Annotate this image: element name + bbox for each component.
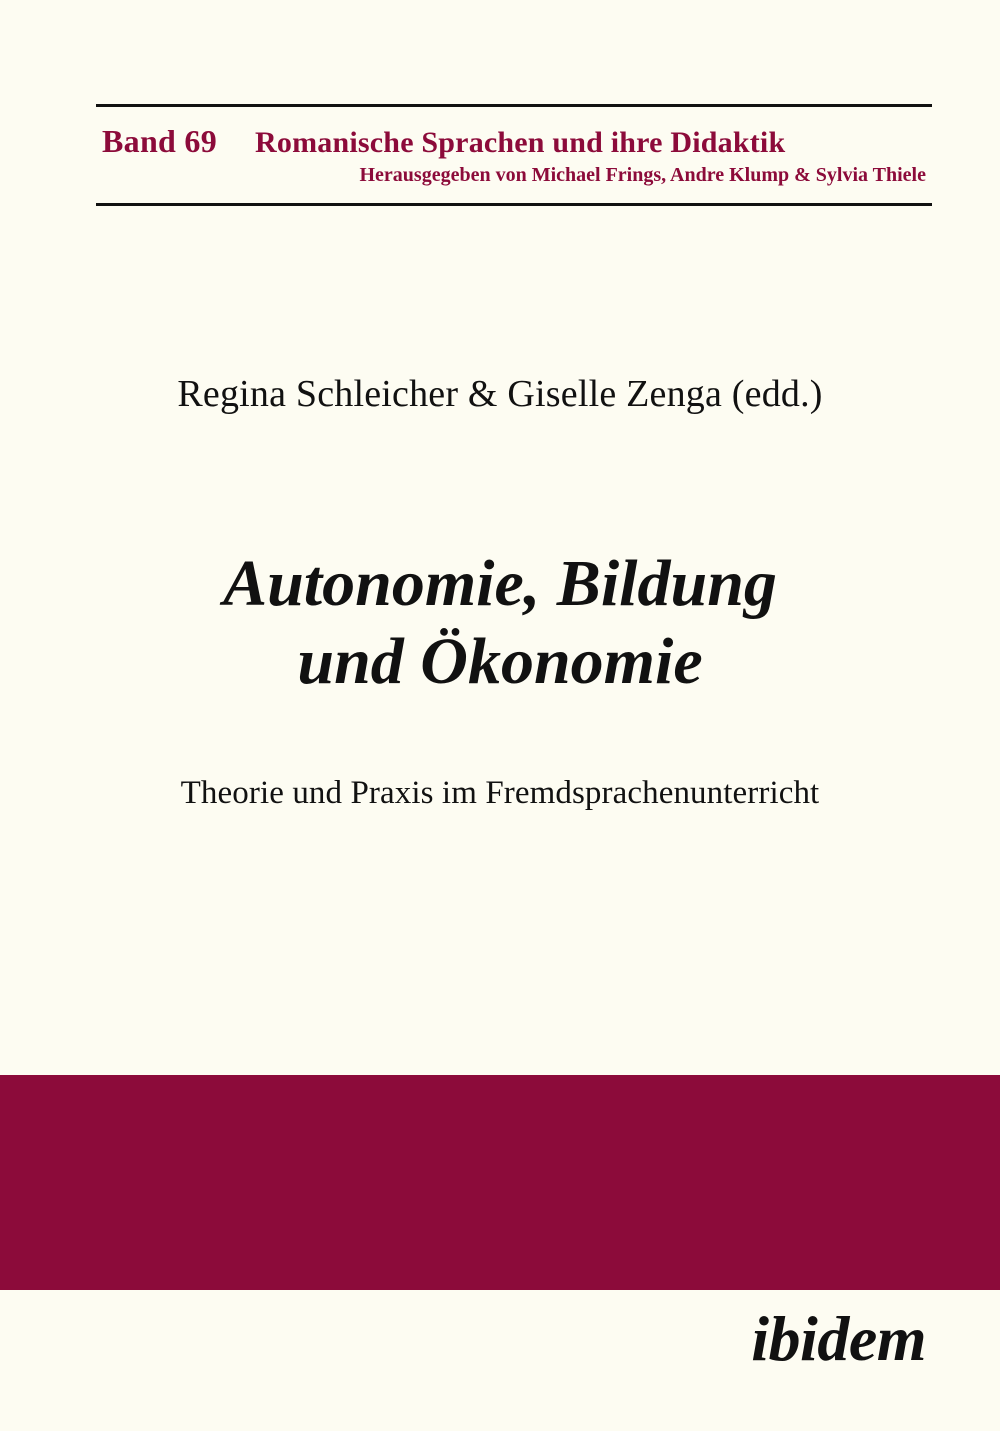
book-subtitle: Theorie und Praxis im Fremdsprachenunterricht <box>180 775 820 811</box>
series-title-row <box>96 107 932 162</box>
title-line-2: und Ökonomie <box>297 624 703 698</box>
page-title <box>100 545 900 701</box>
title-line-1: Autonomie, Bildung <box>223 547 777 620</box>
series-editors: Herausgegeben von Michael Frings, Andre Klump & Sylvia Thiele <box>359 164 926 186</box>
series-title: Romanische Sprachen und ihre Didaktik <box>255 126 786 159</box>
publisher-logo: ibidem <box>751 1303 926 1374</box>
volume-number: Band 69 <box>102 123 218 159</box>
series-header <box>96 104 932 206</box>
book-editors: Regina Schleicher & Giselle Zenga (edd.) <box>177 373 823 415</box>
header-bottom-rule <box>96 203 932 206</box>
accent-band <box>0 1075 1000 1290</box>
